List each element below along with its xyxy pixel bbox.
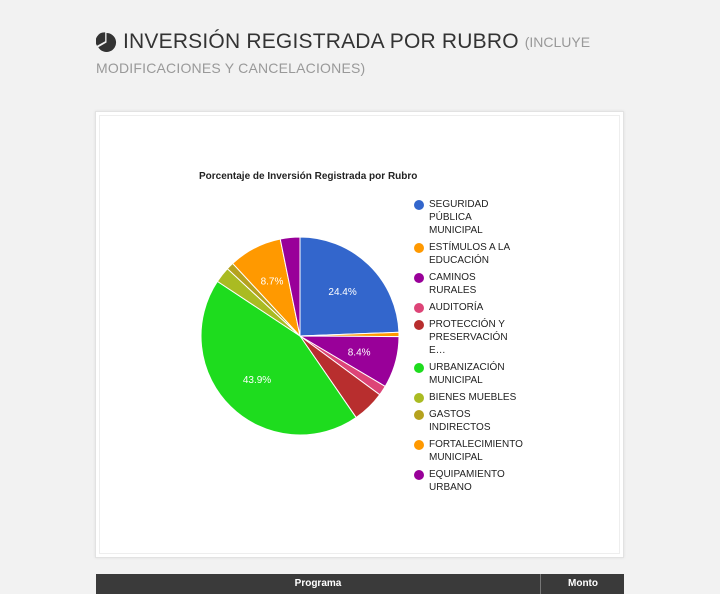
- slice-data-label: 24.4%: [328, 286, 357, 298]
- legend-color-dot: [414, 200, 424, 210]
- legend-label: URBANIZACIÓN MUNICIPAL: [429, 362, 505, 386]
- legend-color-dot: [414, 393, 424, 403]
- legend-label: FORTALECIMIENTO MUNICIPAL: [429, 439, 523, 463]
- legend-color-dot: [414, 243, 424, 253]
- legend-color-dot: [414, 440, 424, 450]
- legend-color-dot: [414, 273, 424, 283]
- legend-item[interactable]: [414, 438, 539, 464]
- slice-data-label: 8.4%: [347, 347, 371, 359]
- legend-color-dot: [414, 303, 424, 313]
- slice-data-label: 43.9%: [242, 374, 272, 386]
- legend-item[interactable]: [414, 391, 539, 404]
- legend-item[interactable]: [414, 361, 539, 387]
- legend-item[interactable]: [414, 408, 539, 434]
- column-header-programa[interactable]: Programa: [294, 578, 342, 589]
- legend-color-dot: [414, 320, 424, 330]
- page-title: INVERSIÓN REGISTRADA POR RUBRO: [123, 30, 519, 53]
- legend-item[interactable]: [414, 301, 539, 314]
- legend-item[interactable]: [414, 198, 539, 237]
- legend-label: EQUIPAMIENTO URBANO: [429, 469, 505, 493]
- legend-item[interactable]: [414, 468, 539, 494]
- slice-data-label: 8.7%: [260, 276, 284, 288]
- legend-label: SEGURIDAD PÚBLICA MUNICIPAL: [429, 199, 489, 236]
- legend-label: BIENES MUEBLES: [429, 392, 517, 403]
- legend-label: GASTOS INDIRECTOS: [429, 409, 491, 433]
- legend-color-dot: [414, 410, 424, 420]
- chart-title: Porcentaje de Inversión Registrada por Rubro: [199, 171, 418, 182]
- pie-chart-icon: [96, 32, 117, 53]
- legend-color-dot: [414, 363, 424, 373]
- page-subtitle: (INCLUYE: [524, 34, 591, 50]
- legend-item[interactable]: [414, 271, 539, 297]
- legend-label: ESTÍMULOS A LA EDUCACIÓN: [429, 242, 510, 266]
- chart-legend: [414, 198, 539, 498]
- pie-chart: [96, 112, 623, 557]
- legend-label: AUDITORÍA: [429, 302, 484, 313]
- legend-label: PROTECCIÓN Y PRESERVACIÓN E…: [429, 319, 508, 356]
- legend-label: CAMINOS RURALES: [429, 272, 477, 296]
- legend-color-dot: [414, 470, 424, 480]
- chart-card: [95, 111, 624, 558]
- legend-item[interactable]: [414, 318, 539, 357]
- legend-item[interactable]: [414, 241, 539, 267]
- table-header: [96, 574, 624, 594]
- column-header-monto[interactable]: Monto: [540, 574, 625, 594]
- page-header: [96, 30, 616, 76]
- page-subtitle-continued: MODIFICACIONES Y CANCELACIONES): [96, 60, 366, 76]
